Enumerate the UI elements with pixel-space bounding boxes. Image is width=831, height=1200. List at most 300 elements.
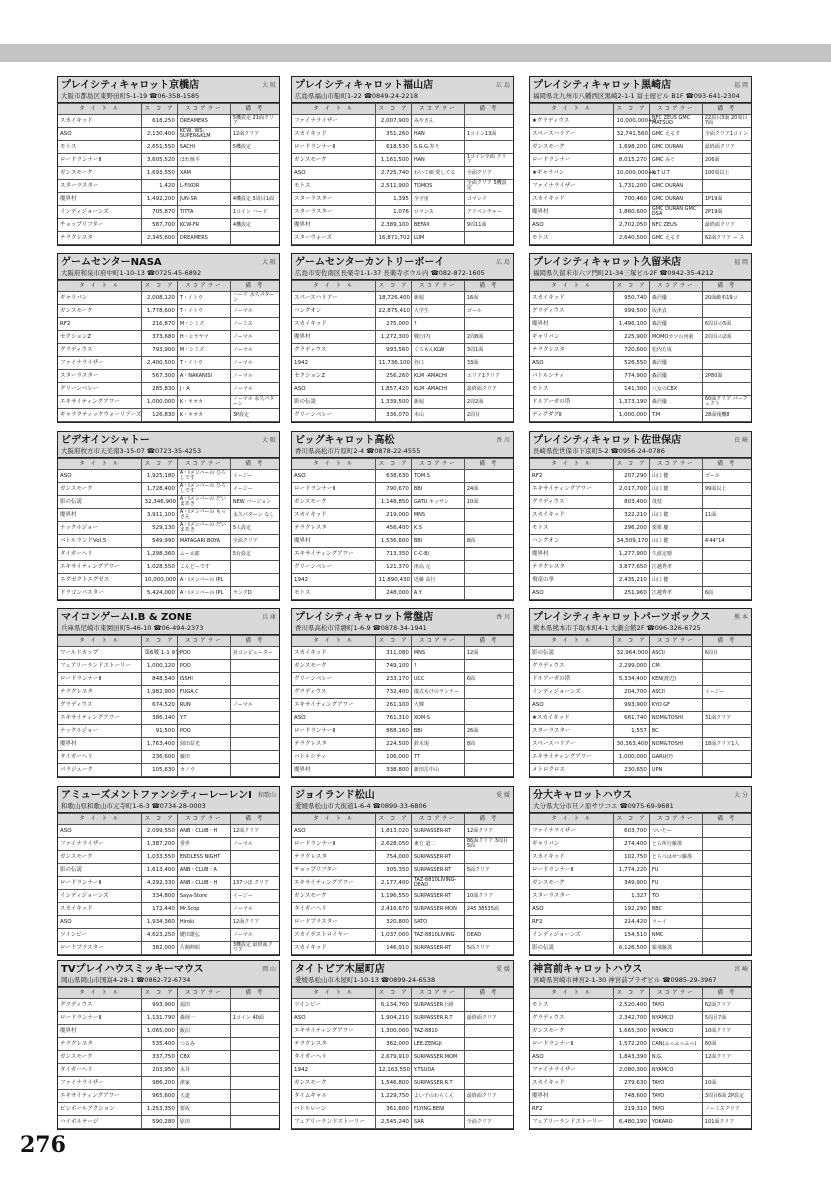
notes: 10面 (464, 496, 513, 509)
notes (230, 1038, 279, 1051)
score-value: 219,310 (614, 1103, 649, 1116)
table-row (58, 864, 279, 877)
store-region: 福 岡 (734, 259, 748, 266)
score-value: 1,065,000 (142, 1025, 177, 1038)
score-value: 230,650 (614, 764, 649, 777)
score-value: 1,731,200 (614, 180, 649, 193)
game-title: インディジョーンズ (530, 929, 614, 942)
scorer-name: こんどーです (177, 561, 230, 574)
scorer-name: L-FIXOR (177, 180, 230, 193)
table-row (530, 496, 751, 509)
notes: 12面クリア (230, 128, 279, 141)
notes: ノーマル (230, 699, 279, 712)
store-header (58, 254, 279, 280)
game-title: エキサイティングアワー (292, 548, 376, 561)
table-row (58, 496, 279, 509)
table-row (58, 574, 279, 587)
game-title: タイガーヘリ (292, 903, 376, 916)
notes-header: 備 考 (702, 459, 751, 470)
scorer-name: ? (411, 318, 464, 331)
table-row (292, 206, 513, 219)
table-row (58, 154, 279, 167)
game-title: 魔界村 (292, 535, 376, 548)
game-title: スカイデストロイヤー (292, 929, 376, 942)
scorer-name: SURPASSER.R.T (411, 1077, 464, 1090)
notes-header: 備 考 (464, 281, 513, 292)
notes: 5面クリア (464, 942, 513, 955)
notes (230, 1051, 279, 1064)
score-value: 10,000,000 (142, 574, 177, 587)
store-panel (291, 960, 514, 1130)
notes: ノーマル (230, 929, 279, 942)
game-title: タイガーヘリ (292, 1051, 376, 1064)
score-value: 1,778,600 (142, 305, 177, 318)
game-title: テラクレスタ (292, 851, 376, 864)
score-value: 1,665,300 (614, 1025, 649, 1038)
scorer-name: 山口 健 (649, 509, 702, 522)
scorer-name: 栗栗 慶 (649, 522, 702, 535)
notes (464, 522, 513, 535)
store-panel (529, 960, 752, 1130)
table-row (530, 673, 751, 686)
notes (464, 851, 513, 864)
table-row (292, 587, 513, 600)
table-row (292, 115, 513, 128)
score-header: ス コ ア (614, 988, 649, 999)
notes-header: 備 考 (230, 814, 279, 825)
scorer-name: T・イトウ (177, 357, 230, 370)
scorer-name: 森沢優 (649, 318, 702, 331)
score-value: 1,572,200 (614, 1038, 649, 1051)
scorer-name: 新堀 (411, 396, 464, 409)
scorer-name: くろもんKLW (411, 344, 464, 357)
notes (702, 496, 751, 509)
notes: 4'44"14 (702, 535, 751, 548)
notes: 8面 (464, 738, 513, 751)
score-value: 999,500 (614, 305, 649, 318)
game-title: 1942 (292, 1064, 376, 1077)
game-title: テラクレスタ (58, 1038, 142, 1051)
notes (464, 1077, 513, 1090)
game-title: エキサイティングアワー (530, 483, 614, 496)
notes: 3周1面 (464, 344, 513, 357)
notes-header: 備 考 (230, 636, 279, 647)
notes (230, 232, 279, 245)
score-value: 1,076 (376, 206, 411, 219)
score-value: 349,900 (614, 877, 649, 890)
title-header: タ イ ト ル (58, 459, 142, 470)
game-title: ASO (530, 699, 614, 712)
game-title: グラディウス (58, 699, 142, 712)
scorer-name: A・Iメンバーの IPL (177, 587, 230, 600)
title-header: タ イ ト ル (58, 988, 142, 999)
table-row (58, 509, 279, 522)
game-title: ハングオン (530, 535, 614, 548)
score-value: 618,250 (142, 115, 177, 128)
game-title: ロードランナーⅡ (58, 877, 142, 890)
notes (464, 916, 513, 929)
scorer-name: YOKARO (649, 1116, 702, 1129)
store-region: 大 分 (734, 792, 748, 799)
table-row (58, 305, 279, 318)
game-title: テラクレスタ (292, 522, 376, 535)
table-row (530, 1077, 751, 1090)
header-row (58, 988, 279, 999)
store-region: 香 川 (496, 614, 510, 621)
score-value: 207,290 (614, 470, 649, 483)
game-title: ガンスモーク (58, 851, 142, 864)
table-row (530, 535, 751, 548)
notes (230, 1103, 279, 1116)
score-value: 1,557 (614, 725, 649, 738)
score-value: 793,900 (142, 344, 177, 357)
game-title: スターラスター (292, 193, 376, 206)
title-header: タ イ ト ル (58, 636, 142, 647)
scorer-name: SURPASSER-RT (411, 942, 464, 955)
score-value: 121,370 (376, 561, 411, 574)
table-row (292, 942, 513, 955)
game-title: ロードブラスター (292, 916, 376, 929)
table-row (58, 1103, 279, 1116)
notes (702, 344, 751, 357)
table-row (292, 864, 513, 877)
table-row (530, 851, 751, 864)
scorer-name: T・イトウ (177, 305, 230, 318)
game-title: ガンスモーク (58, 167, 142, 180)
game-title: スカイキッド (292, 509, 376, 522)
scorer-name: C-C-B/ (411, 548, 464, 561)
table-row (530, 764, 751, 777)
table-row (58, 535, 279, 548)
score-table (292, 635, 513, 777)
scorer-name: ISSHI (177, 673, 230, 686)
table-row (530, 1051, 751, 1064)
game-title: ガンスモーク (292, 890, 376, 903)
table-row (530, 1116, 751, 1129)
game-title: グリーンベレー (292, 409, 376, 422)
scorer-name: ロマンス (411, 206, 464, 219)
score-value: 337,750 (142, 1051, 177, 1064)
scorer-header: スコアラー (177, 988, 230, 999)
scorer-name: POO (177, 647, 230, 660)
scorer-name: SURPASSER.R.T (411, 1012, 464, 1025)
store-panel (291, 786, 514, 956)
scorer-name: A・NAKANISI (177, 370, 230, 383)
score-value: 2,017,700 (614, 483, 649, 496)
store-panel (291, 608, 514, 778)
table-row (58, 851, 279, 864)
game-title: ASO (58, 916, 142, 929)
score-table (58, 813, 279, 955)
score-value: 3,605,520 (142, 154, 177, 167)
game-title: RF2 (58, 318, 142, 331)
notes: ノーマル 永久パターン (230, 396, 279, 409)
score-value: 322,210 (614, 509, 649, 522)
table-row (58, 396, 279, 409)
notes: 245 38535面 (464, 903, 513, 916)
header-row (58, 636, 279, 647)
game-title: ★グラディウス (530, 115, 614, 128)
score-value: 848,540 (142, 673, 177, 686)
score-value: 2,628,050 (376, 838, 411, 851)
title-header: タ イ ト ル (58, 281, 142, 292)
notes: 1コイン全面 クリア (464, 154, 513, 167)
scorer-name: M・シミズ (177, 318, 230, 331)
store-header (292, 254, 513, 280)
table-row (292, 890, 513, 903)
scorer-name: 戦行(?) (411, 331, 464, 344)
title-header: タ イ ト ル (292, 636, 376, 647)
game-title: ファイナライザー (292, 115, 376, 128)
scorer-name: ANB・CLUB・A (177, 864, 230, 877)
game-title: エキサイティングアワー (292, 877, 376, 890)
table-row (292, 916, 513, 929)
table-row (58, 999, 279, 1012)
store-panel (529, 608, 752, 778)
game-title: スターラスター (58, 370, 142, 383)
table-row (292, 686, 513, 699)
notes (230, 1064, 279, 1077)
notes-header: 備 考 (230, 459, 279, 470)
table-row (292, 877, 513, 890)
game-title: ロードランナーⅡ (530, 1038, 614, 1051)
score-value: 1,327 (614, 890, 649, 903)
game-title: スターラスター (530, 890, 614, 903)
scorer-name: J・A (177, 383, 230, 396)
table-row (292, 929, 513, 942)
notes (702, 180, 751, 193)
score-value: 2,545,240 (376, 1116, 411, 1129)
store-address: 香川県高松市常磐町1-6-9 ☎0878-34-1941 (295, 624, 427, 632)
notes: 9周11面 (464, 219, 513, 232)
table-row (58, 686, 279, 699)
scorer-name: 要坂 (177, 1103, 230, 1116)
scorer-name: 森沢優 (649, 357, 702, 370)
game-title: ガンスモーク (292, 1077, 376, 1090)
game-title: ツインビー (292, 999, 376, 1012)
table-row (530, 561, 751, 574)
game-title: スカイキッド (58, 115, 142, 128)
game-title: フェアリーランドストーリー (58, 660, 142, 673)
table-row (530, 154, 751, 167)
store-name: ビッグキャロット高松 (295, 435, 395, 446)
notes (230, 738, 279, 751)
notes: 137つぼ クリア (230, 877, 279, 890)
scorer-name: UCC (411, 673, 464, 686)
notes: 全面クリア1コイン (702, 128, 751, 141)
notes (230, 1116, 279, 1129)
score-value: 2,177,400 (376, 877, 411, 890)
notes: アドベンチャー (464, 206, 513, 219)
score-value: 1,272,300 (376, 331, 411, 344)
notes (702, 890, 751, 903)
notes: 26面 (464, 725, 513, 738)
game-title: 魔界村 (58, 1025, 142, 1038)
title-header: タ イ ト ル (58, 104, 142, 115)
game-title: スターウォーズ (292, 232, 376, 245)
scorer-name: M・シミズ (177, 344, 230, 357)
game-title: ★スカイキッド (530, 712, 614, 725)
notes: コマンド (464, 193, 513, 206)
notes: 100周以上 (702, 167, 751, 180)
score-value: 1,904,210 (376, 1012, 411, 1025)
game-title: グラディウス (530, 496, 614, 509)
notes: 3周目6面 2P設定 (702, 1090, 751, 1103)
score-value: 993,900 (614, 699, 649, 712)
notes (230, 154, 279, 167)
page-number: 276 (20, 1132, 66, 1158)
game-title: ASO (530, 219, 614, 232)
game-title: RF2 (530, 470, 614, 483)
notes (464, 712, 513, 725)
game-title: セクションZ (58, 331, 142, 344)
table-row (58, 942, 279, 955)
scorer-name: TO (649, 890, 702, 903)
score-value: 6,126,500 (614, 942, 649, 955)
notes: ノーマル (230, 357, 279, 370)
notes (702, 825, 751, 838)
scorer-name: MNS (411, 647, 464, 660)
scorer-header: スコアラー (411, 814, 464, 825)
table-row (58, 370, 279, 383)
score-value: 2,520,400 (614, 999, 649, 1012)
notes: ハード 永久パターン (230, 292, 279, 305)
scorer-name: 鍵田雄弘 (177, 929, 230, 942)
scorer-name: 山口 健 (649, 535, 702, 548)
score-value: 993,560 (376, 344, 411, 357)
notes (464, 699, 513, 712)
header-row (530, 104, 751, 115)
score-table (530, 280, 751, 422)
score-header: ス コ ア (614, 636, 649, 647)
score-value: 2,702,050 (614, 219, 649, 232)
score-value: 1,774,220 (614, 864, 649, 877)
table-row (292, 548, 513, 561)
game-title: ロードランナーⅡ (530, 864, 614, 877)
store-address: 大阪府枚方市天美南3-15-07 ☎0723-35-4253 (61, 447, 202, 455)
game-title: スカイキッド (58, 903, 142, 916)
scorer-header: スコアラー (411, 459, 464, 470)
notes: 2P19面 (702, 206, 751, 219)
game-title: ギャリバン (530, 331, 614, 344)
table-row (530, 180, 751, 193)
store-region: 広 島 (496, 259, 510, 266)
scorer-header: スコアラー (411, 636, 464, 647)
notes: 22周目3面 20周目7面 (702, 115, 751, 128)
scorer-name: GMC えるす (649, 232, 702, 245)
header-row (530, 636, 751, 647)
notes: 6周目の5面 (702, 318, 751, 331)
scorer-name: みやさん (411, 115, 464, 128)
table-row (292, 409, 513, 422)
game-title: ASO (292, 1012, 376, 1025)
scorer-name: 近藤 高行 (411, 574, 464, 587)
table-row (530, 522, 751, 535)
notes: 62面クリア (702, 999, 751, 1012)
score-value: 214,420 (614, 916, 649, 929)
scorer-name: BBI (411, 535, 464, 548)
score-value: 748,600 (614, 1090, 649, 1103)
store-region: 愛 媛 (496, 792, 510, 799)
scorer-name: ASCII (649, 647, 702, 660)
score-value: 1,492,200 (142, 193, 177, 206)
table-row (58, 1025, 279, 1038)
game-title: スペースハリアー (292, 292, 376, 305)
scorer-header: スコアラー (411, 281, 464, 292)
table-row (292, 751, 513, 764)
notes (464, 1051, 513, 1064)
table-row (292, 383, 513, 396)
score-value: 2,345,600 (142, 232, 177, 245)
score-value: 986,200 (142, 1077, 177, 1090)
scorer-name: XAM (177, 167, 230, 180)
notes (230, 712, 279, 725)
scorer-name: BBC (649, 903, 702, 916)
scorer-name: とら所行藤那 (649, 838, 702, 851)
score-value: 749,100 (376, 660, 411, 673)
table-row (530, 219, 751, 232)
score-value: 91,500 (142, 725, 177, 738)
table-row (530, 115, 751, 128)
notes (464, 877, 513, 890)
notes: 最終面クリア (464, 1090, 513, 1103)
notes: イージー (230, 470, 279, 483)
notes (464, 999, 513, 1012)
game-title: バトルレーン (292, 1103, 376, 1116)
scorer-name: K.T U.T (649, 167, 702, 180)
table-row (530, 344, 751, 357)
title-header: タ イ ト ル (530, 814, 614, 825)
store-header (530, 609, 751, 635)
score-value: 603,700 (614, 825, 649, 838)
score-value: 311,080 (376, 647, 411, 660)
scorer-name: NMC (649, 929, 702, 942)
store-address: 大阪市都島区東野田町5-1-19 ☎06-358-1585 (61, 92, 200, 100)
scorer-header: スコアラー (649, 104, 702, 115)
notes: ノーマル (230, 344, 279, 357)
scorer-name: 人道 (177, 1090, 230, 1103)
scorer-name: DREAMERS (177, 232, 230, 245)
table-row (58, 1064, 279, 1077)
notes (230, 673, 279, 686)
notes-header: 備 考 (464, 636, 513, 647)
header-row (530, 988, 751, 999)
scorer-name: SURPASSER-RT (411, 890, 464, 903)
notes: 5面クリア (464, 864, 513, 877)
score-value: 2,007,900 (376, 115, 411, 128)
store-region: 香 川 (496, 437, 510, 444)
store-header (292, 961, 513, 987)
score-value: 2,099,550 (142, 825, 177, 838)
notes (464, 1038, 513, 1051)
scorer-name: BEFAX (411, 219, 464, 232)
table-row (530, 292, 751, 305)
scorer-header: スコアラー (411, 104, 464, 115)
score-value: 1,395 (376, 193, 411, 206)
scorer-name: FU (649, 877, 702, 890)
notes (464, 318, 513, 331)
score-value: 336,070 (376, 409, 411, 422)
scorer-name: SURPASSER-RT (411, 851, 464, 864)
table-row (530, 357, 751, 370)
table-row (58, 764, 279, 777)
scorer-name: 八女のCBX (649, 383, 702, 396)
notes: 101面クリア (702, 1116, 751, 1129)
scorer-name: A・Iメンバーの だいまあき (177, 522, 230, 535)
game-title: ガンスモーク (530, 1025, 614, 1038)
store-header (530, 77, 751, 103)
score-value: 674,520 (142, 699, 177, 712)
